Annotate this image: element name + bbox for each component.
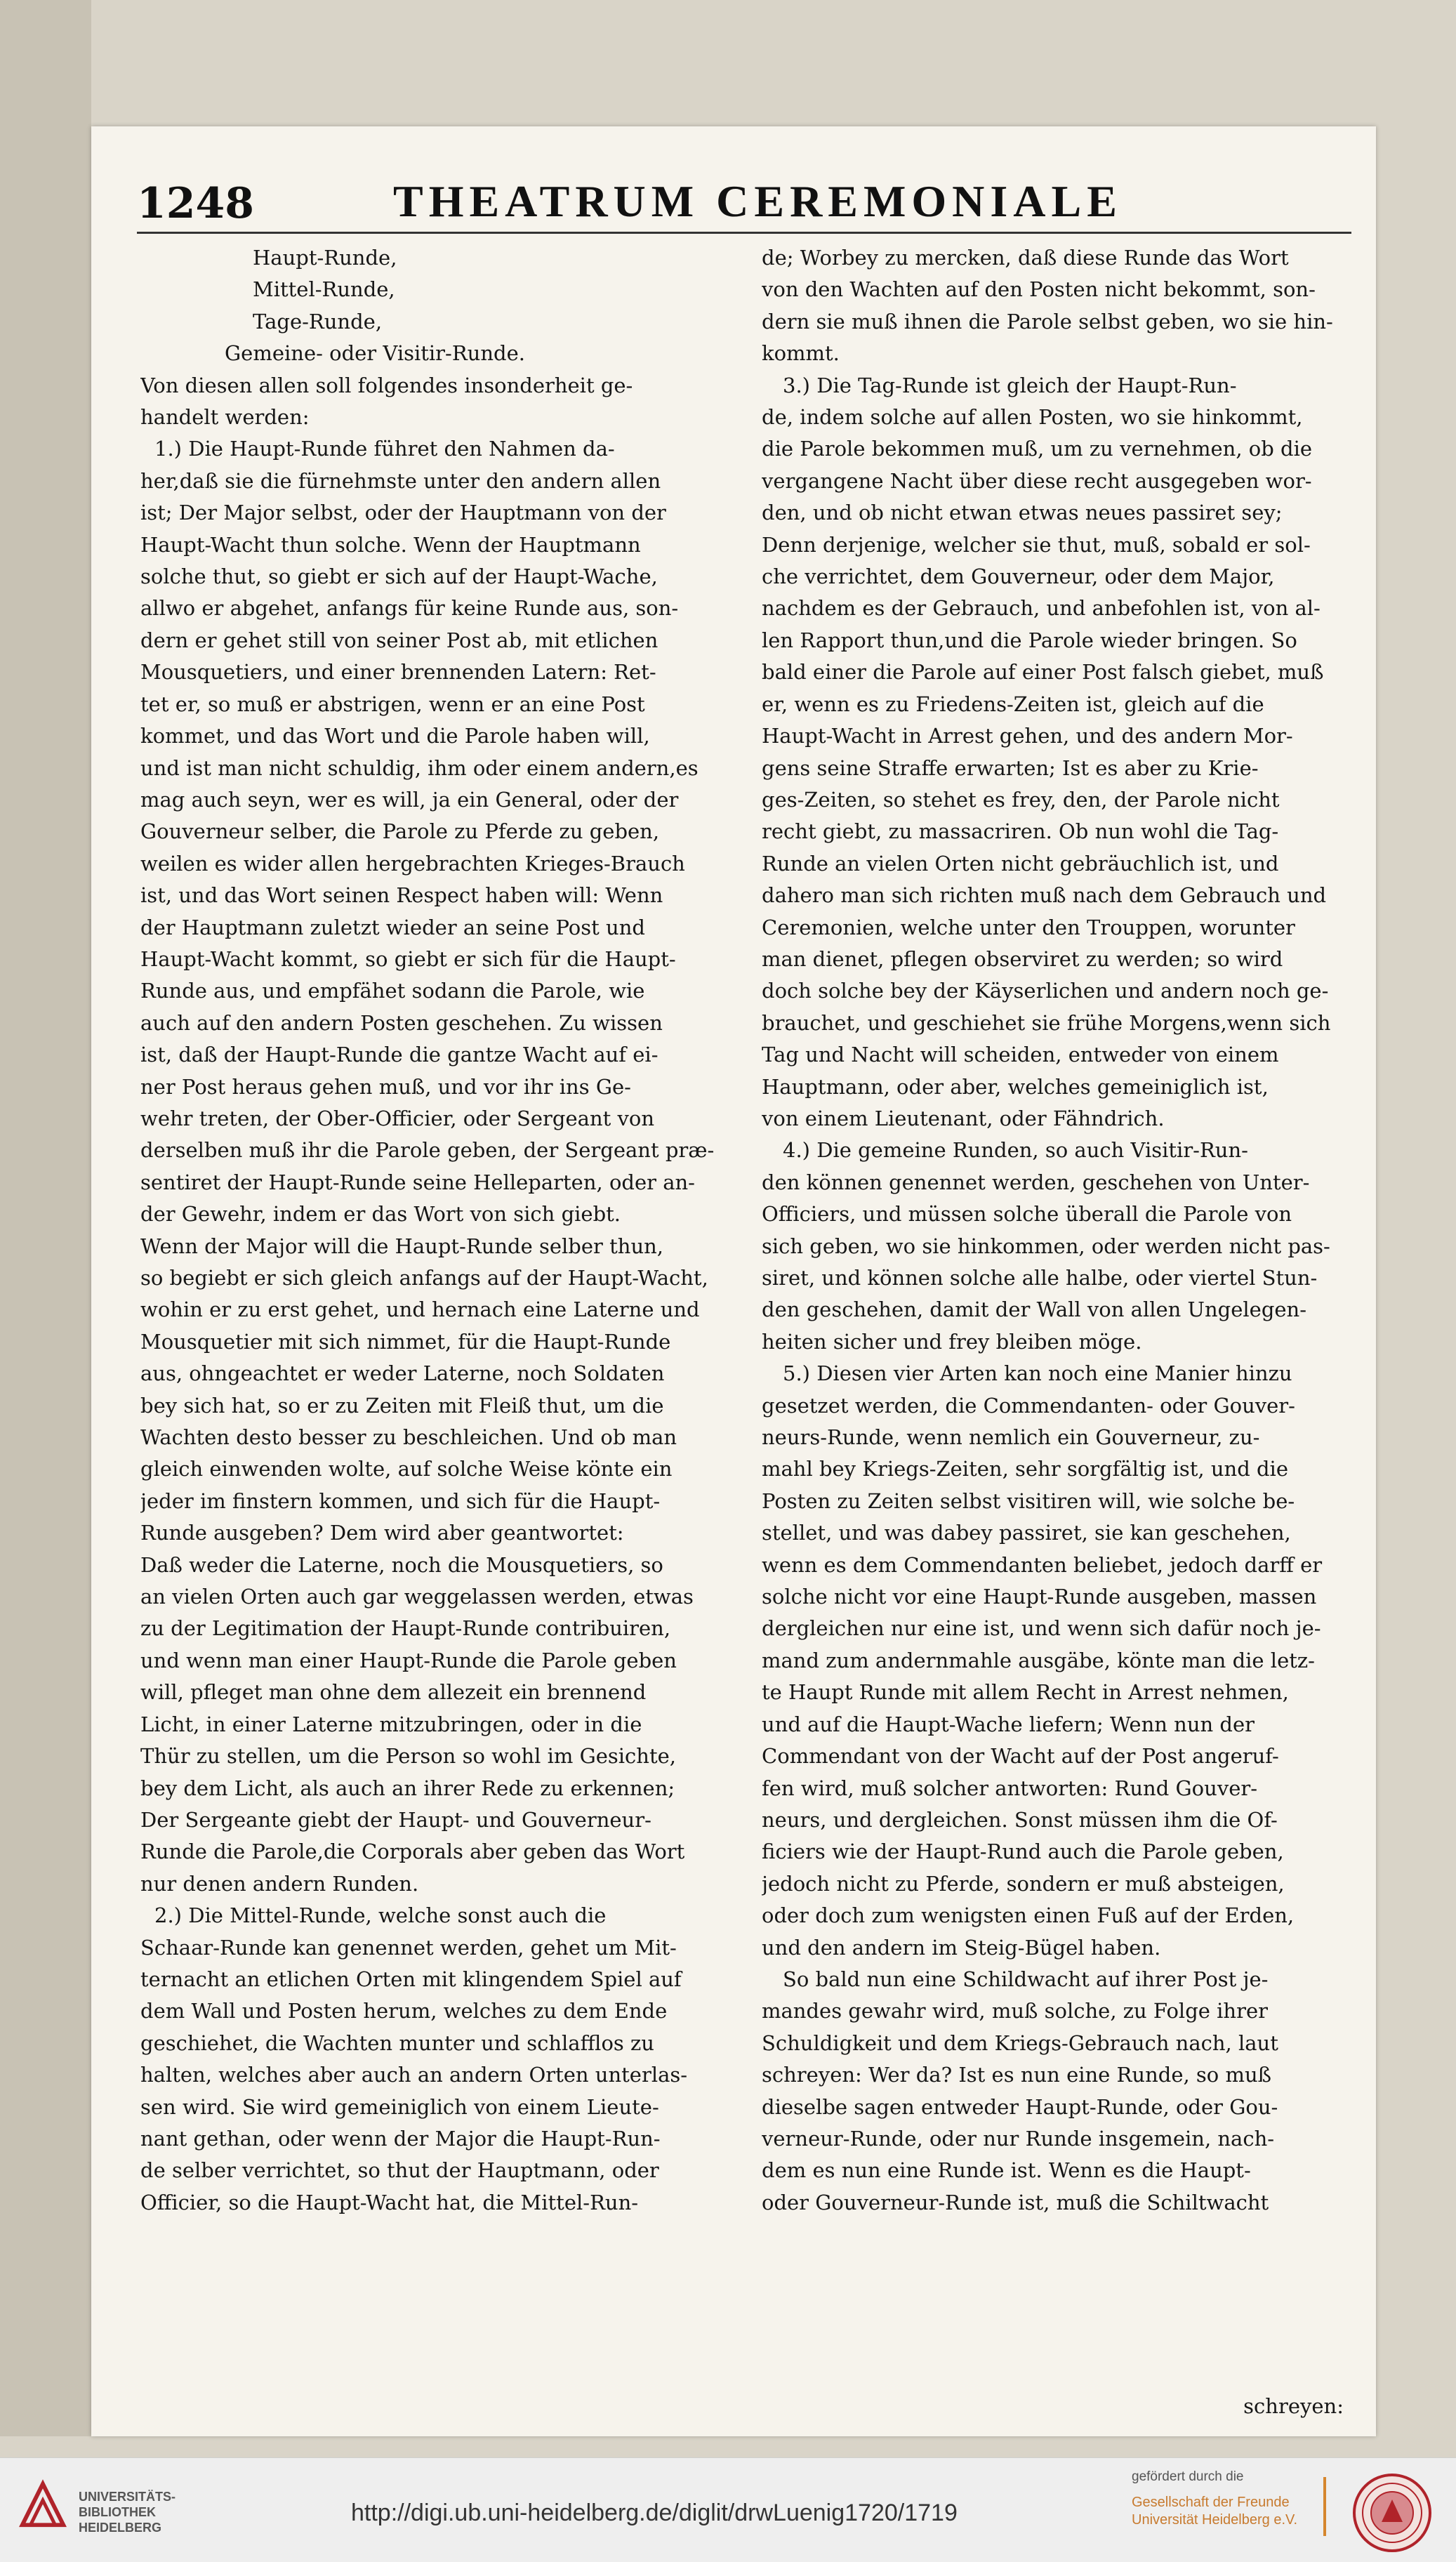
text-line: nant gethan, oder wenn der Major die Haupt-Run- (140, 2126, 661, 2151)
funded-by-label: gefördert durch die (1132, 2469, 1244, 2484)
text-line: oder Gouverneur-Runde ist, muß die Schiltwacht (762, 2190, 1269, 2214)
text-line: brauchet, und geschiehet sie frühe Morgens,wenn sich (762, 1010, 1331, 1035)
text-line: ist, und das Wort seinen Respect haben will: Wenn (140, 883, 663, 908)
text-line: heiten sicher und frey bleiben möge. (762, 1329, 1142, 1354)
text-line: derselben muß ihr die Parole geben, der Sergeant præ- (140, 1138, 715, 1163)
text-line: nachdem es der Gebrauch, und anbefohlen ist, von al- (762, 596, 1321, 621)
text-line: auch auf den andern Posten geschehen. Zu wissen (140, 1010, 663, 1035)
text-line: solche thut, so giebt er sich auf der Haupt-Wache, (140, 564, 658, 589)
text-line: Haupt-Wacht kommt, so giebt er sich für die Haupt- (140, 946, 676, 971)
text-line: Runde aus, und empfähet sodann die Parole, wie (140, 979, 645, 1003)
text-line: Hauptmann, oder aber, welches gemeiniglich ist, (762, 1074, 1269, 1099)
text-line: 3.) Die Tag-Runde ist gleich der Haupt-Run- (783, 373, 1237, 397)
text-line: und ist man nicht schuldig, ihm oder einem andern,es (140, 755, 699, 780)
text-line: Haupt-Wacht in Arrest gehen, und des andern Mor- (762, 724, 1293, 748)
text-line: man dienet, pflegen observiret zu werden; so wird (762, 946, 1283, 971)
text-line: neurs, und dergleichen. Sonst müssen ihm die Of- (762, 1807, 1278, 1832)
text-line: 1.) Die Haupt-Runde führet den Nahmen da- (154, 437, 615, 461)
text-line: recht giebt, zu massacriren. Ob nun wohl die Tag- (762, 819, 1279, 844)
right-text-column (762, 242, 1351, 2219)
text-line: den können genennet werden, geschehen von Unter- (762, 1170, 1310, 1194)
text-line: Wenn der Major will die Haupt-Runde selber thun, (140, 1234, 664, 1258)
permalink-url[interactable]: http://digi.ub.uni-heidelberg.de/diglit/drwLuenig1720/1719 (351, 2500, 958, 2526)
text-line: will, pfleget man ohne dem allezeit ein brennend (140, 1680, 647, 1705)
university-seal-icon (1339, 2471, 1445, 2554)
text-line: Schaar-Runde kan genennet werden, gehet um Mit- (140, 1935, 677, 1960)
text-line: Runde die Parole,die Corporals aber geben das Wort (140, 1840, 685, 1864)
text-line: len Rapport thun,und die Parole wieder bringen. So (762, 628, 1297, 652)
text-line: von den Wachten auf den Posten nicht bekommt, son- (762, 277, 1316, 302)
text-line: de, indem solche auf allen Posten, wo sie hinkommt, (762, 405, 1303, 430)
text-line: Licht, in einer Laterne mitzubringen, oder in die (140, 1712, 642, 1736)
university-library-logo-icon (15, 2477, 70, 2532)
text-line: Haupt-Runde, (253, 246, 397, 270)
text-line: mahl bey Kriegs-Zeiten, sehr sorgfältig ist, und die (762, 1457, 1288, 1481)
text-line: allwo er abgehet, anfangs für keine Runde aus, son- (140, 596, 679, 621)
text-line: wehr treten, der Ober-Officier, oder Sergeant von (140, 1106, 655, 1130)
text-line: bey sich hat, so er zu Zeiten mit Fleiß thut, um die (140, 1393, 664, 1418)
text-line: Tage-Runde, (253, 309, 383, 334)
text-line: Officier, so die Haupt-Wacht hat, die Mittel-Run- (140, 2190, 639, 2214)
text-line: sen wird. Sie wird gemeiniglich von einem Lieute- (140, 2094, 659, 2119)
funder-name-line: Universität Heidelberg e.V. (1132, 2512, 1298, 2528)
left-text-column (140, 242, 730, 2219)
text-line: che verrichtet, dem Gouverneur, oder dem Major, (762, 564, 1275, 589)
text-line: dern er gehet still von seiner Post ab, mit etlichen (140, 628, 658, 652)
text-line: aus, ohngeachtet er weder Laterne, noch Soldaten (140, 1361, 665, 1386)
text-line: dahero man sich richten muß nach dem Gebrauch und (762, 883, 1327, 908)
text-line: Schuldigkeit und dem Kriegs-Gebrauch nach, laut (762, 2031, 1278, 2055)
text-line: siret, und können solche alle halbe, oder viertel Stun- (762, 1266, 1318, 1290)
footer-divider (1323, 2477, 1326, 2536)
funder-name[interactable] (1132, 2494, 1297, 2529)
text-line: mandes gewahr wird, muß solche, zu Folge ihrer (762, 1999, 1268, 2023)
text-line: 5.) Diesen vier Arten kan noch eine Manier hinzu (783, 1361, 1292, 1386)
text-line: dergleichen nur eine ist, und wenn sich dafür noch je- (762, 1616, 1321, 1641)
text-line: oder doch zum wenigsten einen Fuß auf der Erden, (762, 1903, 1295, 1928)
text-line: sich geben, wo sie hinkommen, oder werden nicht pas- (762, 1234, 1330, 1258)
text-line: nur denen andern Runden. (140, 1871, 419, 1896)
text-line: mag auch seyn, wer es will, ja ein General, oder der (140, 787, 679, 812)
text-line: de selber verrichtet, so thut der Hauptmann, oder (140, 2158, 659, 2183)
text-line: so begiebt er sich gleich anfangs auf der Haupt-Wacht, (140, 1266, 708, 1290)
text-line: Tag und Nacht will scheiden, entweder von einem (762, 1043, 1279, 1067)
text-line: der Gewehr, indem er das Wort von sich giebt. (140, 1202, 621, 1227)
text-line: ficiers wie der Haupt-Rund auch die Parole geben, (762, 1840, 1284, 1864)
catchword: schreyen: (1243, 2394, 1344, 2418)
text-line: te Haupt Runde mit allem Recht in Arrest nehmen, (762, 1680, 1289, 1705)
text-line: und wenn man einer Haupt-Runde die Parole geben (140, 1648, 677, 1672)
text-line: Gouverneur selber, die Parole zu Pferde zu geben, (140, 819, 660, 844)
text-line: doch solche bey der Käyserlichen und andern noch ge- (762, 979, 1329, 1003)
text-line: Commendant von der Wacht auf der Post angeruf- (762, 1744, 1279, 1769)
text-line: fen wird, muß solcher antworten: Rund Gouver- (762, 1776, 1258, 1800)
text-line: an vielen Orten auch gar weggelassen werden, etwas (140, 1585, 694, 1609)
text-line: Von diesen allen soll folgendes insonderheit ge- (140, 373, 633, 397)
text-line: gens seine Straffe erwarten; Ist es aber zu Krie- (762, 755, 1259, 780)
text-line: solche nicht vor eine Haupt-Runde ausgeben, massen (762, 1585, 1317, 1609)
text-line: ist; Der Major selbst, oder der Hauptmann von der (140, 501, 666, 525)
text-line: gesetzet werden, die Commendanten- oder Gouver- (762, 1393, 1295, 1418)
text-line: her,daß sie die fürnehmste unter den andern allen (140, 468, 661, 493)
text-line: wohin er zu erst gehet, und hernach eine Laterne und (140, 1297, 700, 1322)
text-line: von einem Lieutenant, oder Fähndrich. (762, 1106, 1165, 1130)
page-number: 1248 (137, 179, 254, 228)
text-line: Ceremonien, welche unter den Trouppen, worunter (762, 915, 1295, 939)
text-line: Mousquetiers, und einer brennenden Latern: Ret- (140, 660, 656, 685)
text-line: de; Worbey zu mercken, daß diese Runde das Wort (762, 246, 1289, 270)
text-line: zu der Legitimation der Haupt-Runde contribuiren, (140, 1616, 671, 1641)
library-name (79, 2489, 176, 2535)
text-line: neurs-Runde, wenn nemlich ein Gouverneur, zu- (762, 1425, 1260, 1450)
text-line: wenn es dem Commendanten beliebet, jedoch darff er (762, 1552, 1323, 1577)
text-line: kommt. (762, 341, 840, 366)
text-line: 4.) Die gemeine Runden, so auch Visitir-Run- (783, 1138, 1248, 1163)
library-name-line: BIBLIOTHEK (79, 2505, 156, 2519)
text-line: So bald nun eine Schildwacht auf ihrer Post je- (783, 1967, 1269, 1991)
text-line: halten, welches aber auch an andern Orten unterlas- (140, 2063, 688, 2087)
text-line: und den andern im Steig-Bügel haben. (762, 1935, 1161, 1960)
text-line: bey dem Licht, als auch an ihrer Rede zu erkennen; (140, 1776, 675, 1800)
text-line: Mousquetier mit sich nimmet, für die Haupt-Runde (140, 1329, 671, 1354)
text-line: dieselbe sagen entweder Haupt-Runde, oder Gou- (762, 2094, 1278, 2119)
text-line: jeder im finstern kommen, und sich für die Haupt- (140, 1488, 661, 1513)
text-line: mand zum andernmahle ausgäbe, könte man die letz- (762, 1648, 1315, 1672)
text-line: Officiers, und müssen solche überall die Parole von (762, 1202, 1292, 1227)
text-line: handelt werden: (140, 405, 310, 430)
text-line: sentiret der Haupt-Runde seine Helleparten, oder an- (140, 1170, 695, 1194)
scan-edge (0, 0, 91, 2436)
text-line: die Parole bekommen muß, um zu vernehmen, ob die (762, 437, 1313, 461)
text-line: tet er, so muß er abstrigen, wenn er an eine Post (140, 692, 645, 716)
library-name-line: UNIVERSITÄTS- (79, 2490, 176, 2504)
library-name-line: HEIDELBERG (79, 2521, 162, 2535)
text-line: er, wenn es zu Friedens-Zeiten ist, gleich auf die (762, 692, 1264, 716)
text-line: dern sie muß ihnen die Parole selbst geben, wo sie hin- (762, 309, 1333, 334)
text-line: vergangene Nacht über diese recht ausgegeben wor- (762, 468, 1312, 493)
text-line: den, und ob nicht etwan etwas neues passiret sey; (762, 501, 1283, 525)
text-line: Der Sergeante giebt der Haupt- und Gouverneur- (140, 1807, 651, 1832)
text-line: geschiehet, die Wachten munter und schlafflos zu (140, 2031, 654, 2055)
text-line: Daß weder die Laterne, noch die Mousquetiers, so (140, 1552, 663, 1577)
text-line: gleich einwenden wolte, auf solche Weise könte ein (140, 1457, 673, 1481)
text-line: Denn derjenige, welcher sie thut, muß, sobald er sol- (762, 532, 1311, 557)
text-line: der Hauptmann zuletzt wieder an seine Post und (140, 915, 645, 939)
header-rule (137, 232, 1351, 234)
text-line: dem es nun eine Runde ist. Wenn es die Haupt- (762, 2158, 1251, 2183)
text-line: 2.) Die Mittel-Runde, welche sonst auch die (154, 1903, 607, 1928)
text-line: Wachten desto besser zu beschleichen. Und ob man (140, 1425, 677, 1450)
text-line: jedoch nicht zu Pferde, sondern er muß absteigen, (762, 1871, 1285, 1896)
text-line: bald einer die Parole auf einer Post falsch giebet, muß (762, 660, 1324, 685)
text-line: ges-Zeiten, so stehet es frey, den, der Parole nicht (762, 787, 1280, 812)
text-line: stellet, und was dabey passiret, sie kan geschehen, (762, 1521, 1291, 1545)
text-line: ner Post heraus gehen muß, und vor ihr ins Ge- (140, 1074, 631, 1099)
text-line: Thür zu stellen, um die Person so wohl im Gesichte, (140, 1744, 677, 1769)
text-line: kommet, und das Wort und die Parole haben will, (140, 724, 650, 748)
text-line: schreyen: Wer da? Ist es nun eine Runde, so muß (762, 2063, 1272, 2087)
text-line: Posten zu Zeiten selbst visitiren will, wie solche be- (762, 1488, 1295, 1513)
text-line: Runde ausgeben? Dem wird aber geantwortet: (140, 1521, 624, 1545)
text-line: Haupt-Wacht thun solche. Wenn der Hauptmann (140, 532, 641, 557)
text-line: ternacht an etlichen Orten mit klingendem Spiel auf (140, 1967, 682, 1991)
text-line: ist, daß der Haupt-Runde die gantze Wacht auf ei- (140, 1043, 658, 1067)
text-line: Runde an vielen Orten nicht gebräuchlich ist, und (762, 851, 1279, 876)
text-line: verneur-Runde, oder nur Runde insgemein, nach- (762, 2126, 1275, 2151)
text-line: weilen es wider allen hergebrachten Krieges-Brauch (140, 851, 685, 876)
funder-name-line: Gesellschaft der Freunde (1132, 2495, 1290, 2510)
text-line: Mittel-Runde, (253, 277, 395, 302)
text-line: dem Wall und Posten herum, welches zu dem Ende (140, 1999, 668, 2023)
running-title: THEATRUM CEREMONIALE (393, 176, 1123, 226)
text-line: den geschehen, damit der Wall von allen Ungelegen- (762, 1297, 1307, 1322)
text-line: und auf die Haupt-Wache liefern; Wenn nun der (762, 1712, 1255, 1736)
text-line: Gemeine- oder Visitir-Runde. (225, 341, 525, 366)
